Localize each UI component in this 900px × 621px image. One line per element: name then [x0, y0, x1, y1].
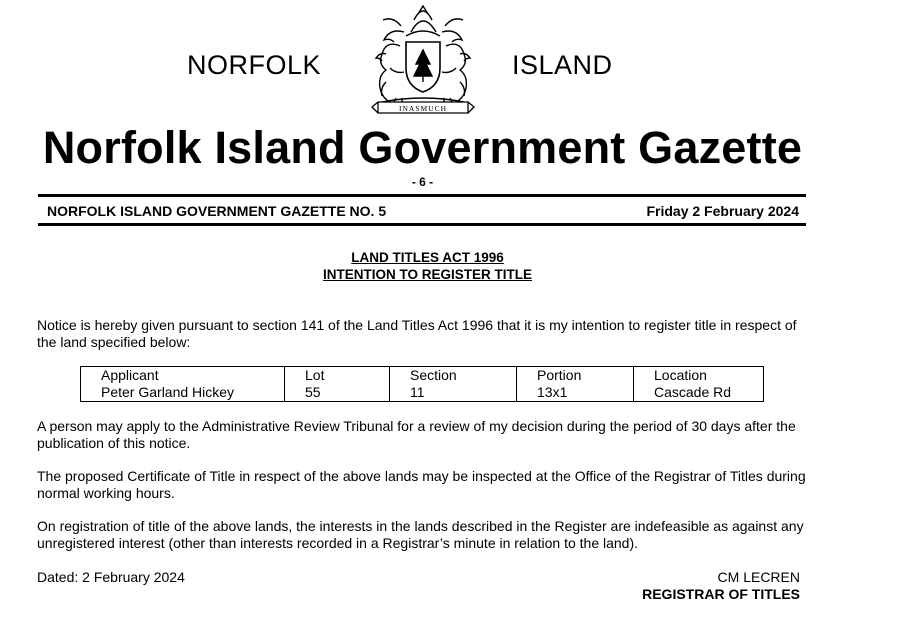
- column-header: Section: [390, 367, 517, 385]
- notice-intro-paragraph: Notice is hereby given pursuant to section 141 of the Land Titles Act 1996 that it is my intention to register title in respect of the land specified below:: [37, 317, 797, 350]
- signatory: [642, 569, 800, 603]
- issue-date: Friday 2 February 2024: [646, 203, 799, 219]
- header-top-rule: [38, 194, 806, 197]
- gazette-title: Norfolk Island Government Gazette: [42, 122, 803, 173]
- table-cell-applicant: Peter Garland Hickey: [81, 384, 285, 402]
- table-row: [81, 384, 764, 402]
- table-cell-portion: 13x1: [517, 384, 634, 402]
- table-cell-section: 11: [390, 384, 517, 402]
- column-header: Lot: [285, 367, 390, 385]
- table-cell-lot: 55: [285, 384, 390, 402]
- issue-bar: [47, 203, 799, 219]
- notice-heading-subject: INTENTION TO REGISTER TITLE: [322, 267, 532, 282]
- header-bottom-rule: [38, 223, 806, 226]
- column-header: Location: [634, 367, 764, 385]
- crest-motto: INASMUCH: [398, 104, 448, 113]
- registration-paragraph: On registration of title of the above lands, the interests in the lands described in the Register are indefeasible as against any unregistered interest (other than interests recorded in a Registrar’s minute in relation to the land).: [37, 518, 804, 551]
- notice-heading: [0, 249, 855, 283]
- masthead-left-word: NORFOLK: [187, 50, 322, 80]
- signatory-title: REGISTRAR OF TITLES: [642, 586, 800, 602]
- inspection-paragraph: The proposed Certificate of Title in respect of the above lands may be inspected at the Office of the Registrar of Titles during normal working hours.: [37, 468, 806, 501]
- land-title-table: [80, 366, 764, 402]
- signoff-block: [37, 569, 800, 602]
- coat-of-arms-crest: [356, 2, 490, 116]
- masthead-right-word: ISLAND: [512, 50, 613, 80]
- review-paragraph: A person may apply to the Administrative Review Tribunal for a review of my decision during the period of 30 days after the publication of this notice.: [37, 418, 796, 451]
- notice-heading-act: LAND TITLES ACT 1996: [351, 250, 504, 265]
- table-header-row: [81, 367, 764, 385]
- table-cell-location: Cascade Rd: [634, 384, 764, 402]
- dated-line: Dated: 2 February 2024: [37, 569, 185, 585]
- page-number: - 6 -: [411, 175, 434, 189]
- signatory-name: CM LECREN: [717, 569, 800, 585]
- issue-name: NORFOLK ISLAND GOVERNMENT GAZETTE NO. 5: [47, 203, 387, 219]
- column-header: Applicant: [81, 367, 285, 385]
- column-header: Portion: [517, 367, 634, 385]
